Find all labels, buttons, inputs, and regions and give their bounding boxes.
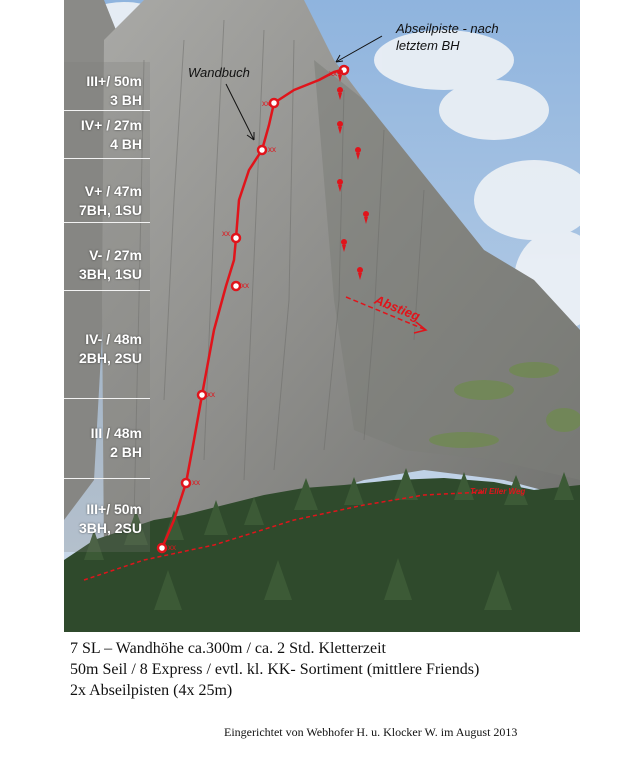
pitch-label-3 (64, 330, 150, 368)
pitch-grade: III+/ 50m (86, 501, 142, 517)
pitch-divider (64, 398, 150, 399)
pitch-label-7 (64, 72, 150, 110)
belay-circle (182, 479, 190, 487)
abseil-annotation (396, 20, 499, 54)
bolt-marker: xx (207, 390, 215, 399)
bolt-marker: xx (262, 99, 270, 108)
pitch-gear: 4 BH (110, 136, 142, 152)
pitch-grade: III+/ 50m (86, 73, 142, 89)
pitch-label-6 (64, 116, 150, 154)
caption-line-3: 2x Abseilpisten (4x 25m) (70, 682, 233, 699)
abseil-annotation-line1: Abseilpiste - nach (396, 21, 499, 36)
wandbuch-annotation: Wandbuch (188, 65, 250, 80)
abseil-annotation-line2: letztem BH (396, 38, 460, 53)
pitch-gear: 7BH, 1SU (78, 202, 142, 218)
pitch-gear: 2BH, 2SU (78, 350, 142, 366)
pitch-grade: V+ / 47m (84, 183, 142, 199)
belay-circle (158, 544, 166, 552)
pitch-gear: 3 BH (110, 92, 142, 108)
abstieg-label: Abstieg (372, 292, 423, 324)
pitch-gear: 3BH, 2SU (78, 520, 142, 536)
caption-line-1: 7 SL – Wandhöhe ca.300m / ca. 2 Std. Kletterzeit (70, 640, 386, 657)
pitch-grade: V- / 27m (89, 247, 142, 263)
pitch-divider (64, 222, 150, 223)
pitch-label-4 (64, 246, 150, 284)
trail-label: Trail Eller Weg (470, 487, 526, 496)
bolt-marker: xx (192, 478, 200, 487)
credit-line: Eingerichtet von Webhofer H. u. Klocker W. im August 2013 (224, 725, 518, 739)
pitch-label-2 (64, 424, 150, 462)
bolt-marker: xx (268, 145, 276, 154)
pitch-gear: 3BH, 1SU (78, 266, 142, 282)
pitch-grade: III / 48m (90, 425, 142, 441)
bolt-marker: xx (241, 281, 249, 290)
belay-circle (258, 146, 266, 154)
pitch-gear: 2 BH (110, 444, 142, 460)
pitch-label-5 (64, 182, 150, 220)
belay-circle (232, 234, 240, 242)
belay-circle (198, 391, 206, 399)
pitch-divider (64, 478, 150, 479)
pitch-divider (64, 158, 150, 159)
bolt-marker: xx (329, 69, 337, 78)
caption-line-2: 50m Seil / 8 Express / evtl. kl. KK- Sortiment (mittlere Friends) (70, 661, 480, 678)
bolt-marker: xx (222, 229, 230, 238)
belay-circle (232, 282, 240, 290)
pitch-grade: IV+ / 27m (80, 117, 142, 133)
pitch-grade: IV- / 48m (85, 331, 142, 347)
belay-circle (270, 99, 278, 107)
pitch-label-1 (64, 500, 150, 538)
bolt-marker: xx (168, 543, 176, 552)
pitch-divider (64, 290, 150, 291)
pitch-divider (64, 110, 150, 111)
